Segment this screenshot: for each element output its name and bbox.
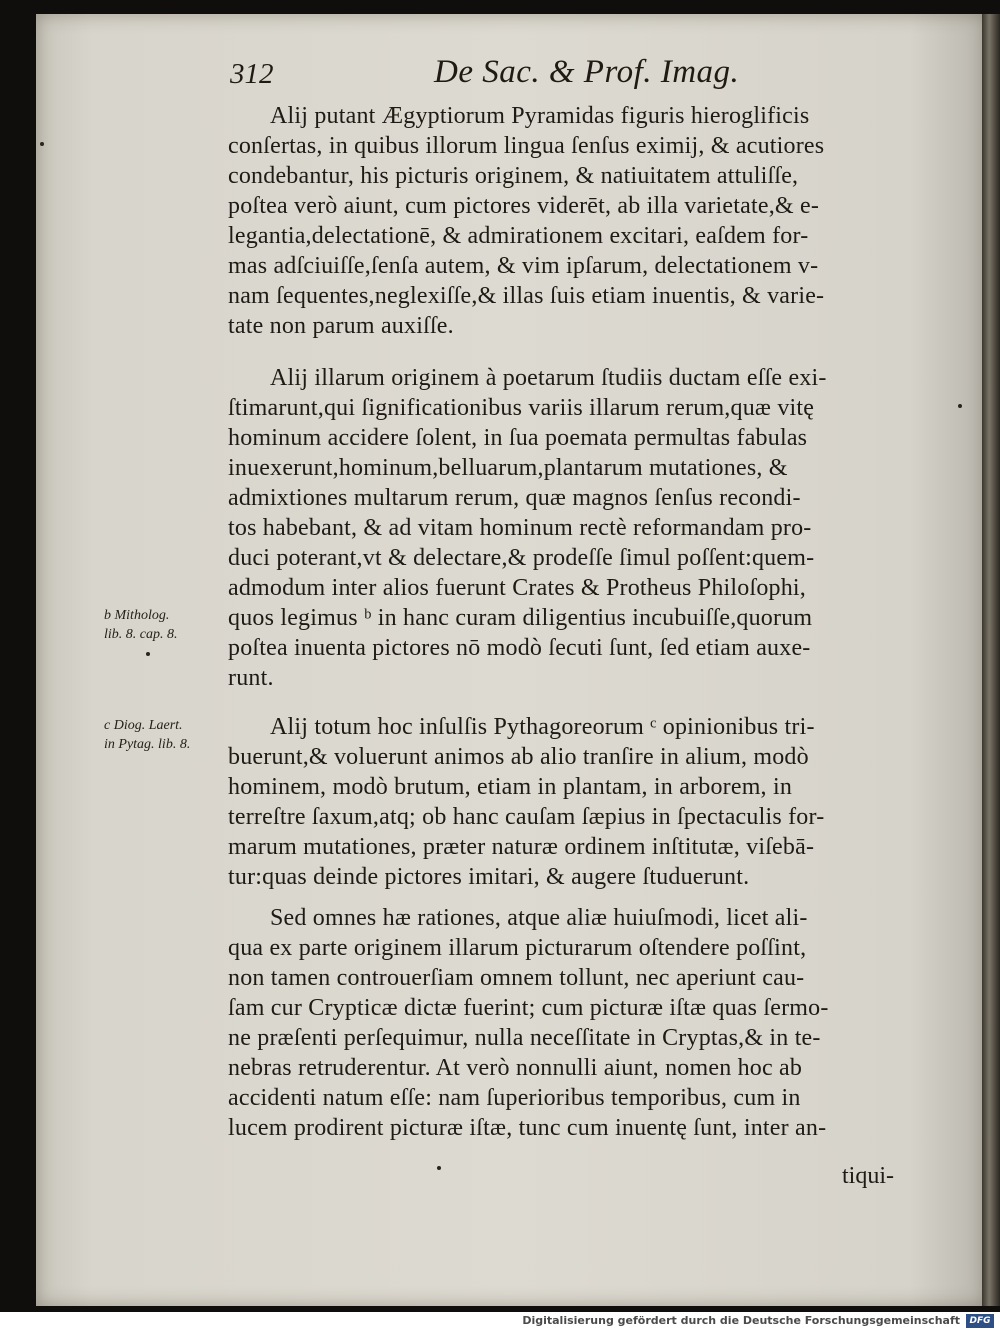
- text-line: ne præſenti perſequimur, nulla neceſſitate in Cryptas,& in te-: [228, 1025, 821, 1051]
- text-line: qua ex parte originem illarum picturarum oſtendere poſſint,: [228, 935, 807, 961]
- text-line: duci poterant,vt & delectare,& prodeſſe ſimul poſſent:quem-: [228, 545, 815, 571]
- text-line: condebantur, his picturis originem, & natiuitatem attuliſſe,: [228, 163, 799, 189]
- text-line: accidenti natum eſſe: nam ſuperioribus temporibus, cum in: [228, 1085, 801, 1111]
- text-line: hominum accidere ſolent, in ſua poemata permultas fabulas: [228, 425, 808, 451]
- text-line: admodum inter alios fuerunt Crates & Protheus Philoſophi,: [228, 575, 807, 601]
- text-line: poſtea verò aiunt, cum pictores viderēt, ab illa varietate,& e-: [228, 193, 820, 219]
- text-line: admixtiones multarum rerum, quæ magnos ſenſus recondi-: [228, 485, 801, 511]
- note-line: c Diog. Laert.: [104, 718, 183, 733]
- paragraph-3: [228, 712, 908, 892]
- text-line: buerunt,& voluerunt animos ab alio tranſire in alium, modò: [228, 744, 809, 770]
- digitization-footer: [0, 1312, 1000, 1332]
- text-line: legantia,delectationē, & admirationem excitari, eaſdem for-: [228, 223, 809, 249]
- text-line: terreſtre ſaxum,atq; ob hanc cauſam ſæpius in ſpectaculis for-: [228, 804, 825, 830]
- text-line: quos legimus ᵇ in hanc curam diligentius incubuiſſe,quorum: [228, 605, 813, 631]
- text-line: marum mutationes, præter naturæ ordinem inſtitutæ, viſebā-: [228, 834, 815, 860]
- text-line: tos habebant, & ad vitam hominum rectè reformandam pro-: [228, 515, 812, 541]
- footer-credit: Digitalisierung gefördert durch die Deutsche Forschungsgemeinschaft: [522, 1314, 960, 1327]
- text-line: Alij totum hoc inſulſis Pythagoreorum ᶜ opinionibus tri-: [270, 714, 815, 740]
- text-line: mas adſciuiſſe,ſenſa autem, & vim ipſarum, delectationem v-: [228, 253, 819, 279]
- paragraph-2: [228, 363, 908, 693]
- page-edge: [982, 14, 1000, 1306]
- text-line: inuexerunt,hominum,belluarum,plantarum mutationes, &: [228, 455, 788, 481]
- text-line: ſtimarunt,qui ſignificationibus variis illarum rerum,quæ vitę: [228, 395, 815, 421]
- paragraph-4: [228, 903, 908, 1143]
- running-title: De Sac. & Prof. Imag.: [434, 54, 740, 90]
- dfg-logo: DFG: [966, 1314, 994, 1328]
- text-line: tur:quas deinde pictores imitari, & augere ſtuduerunt.: [228, 864, 750, 890]
- text-line: Sed omnes hæ rationes, atque aliæ huiuſmodi, licet ali-: [270, 905, 808, 931]
- text-line: Alij illarum originem à poetarum ſtudiis ductam eſſe exi-: [270, 365, 827, 391]
- marginal-note-b: [104, 606, 178, 644]
- note-line: b Mitholog.: [104, 608, 170, 623]
- print-mark: [40, 142, 44, 146]
- text-line: lucem prodirent picturæ iſtæ, tunc cum inuentę ſunt, inter an-: [228, 1115, 827, 1141]
- note-line: in Pytag. lib. 8.: [104, 737, 191, 752]
- text-line: conſertas, in quibus illorum lingua ſenſus eximij, & acutiores: [228, 133, 825, 159]
- print-mark: [437, 1166, 441, 1170]
- text-line: Alij putant Ægyptiorum Pyramidas figuris hieroglificis: [270, 103, 810, 129]
- text-line: poſtea inuenta pictores nō modò ſecuti ſunt, ſed etiam auxe-: [228, 635, 811, 661]
- text-line: nam ſequentes,neglexiſſe,& illas ſuis etiam inuentis, & varie-: [228, 283, 825, 309]
- text-line: nebras retruderentur. At verò nonnulli aiunt, nomen hoc ab: [228, 1055, 803, 1081]
- text-line: non tamen controuerſiam omnem tollunt, nec aperiunt cau-: [228, 965, 805, 991]
- marginal-note-c: [104, 716, 190, 754]
- print-mark: [958, 404, 962, 408]
- paragraph-1: [228, 101, 908, 341]
- note-line: lib. 8. cap. 8.: [104, 627, 178, 642]
- text-line: tate non parum auxiſſe.: [228, 313, 454, 339]
- text-line: ſam cur Crypticæ dictæ fuerint; cum picturæ iſtæ quas ſermo-: [228, 995, 829, 1021]
- page-number: 312: [230, 58, 274, 90]
- text-line: hominem, modò brutum, etiam in plantam, in arborem, in: [228, 774, 793, 800]
- text-line: runt.: [228, 665, 274, 691]
- catchword: tiqui-: [842, 1163, 894, 1189]
- print-mark: [146, 652, 150, 656]
